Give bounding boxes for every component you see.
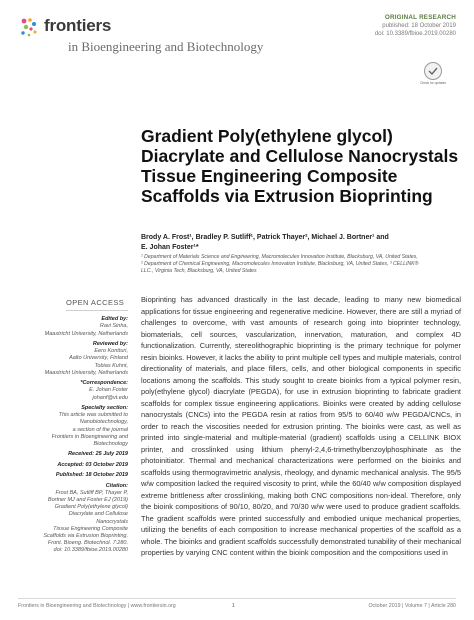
sidebar-heading: Specialty section: <box>81 404 128 411</box>
sidebar-value: Aalto University, Finland <box>69 355 128 362</box>
authors-line-2: E. Johan Foster¹* <box>141 244 199 251</box>
abstract-text: Bioprinting has advanced drastically in the last decade, leading to many new biomedical applications for tissue engineering and regenerative medicine. However, there are still a myriad of challenges to overcome, with vast amounts of research going into bioprinter technology, biomaterials, cell sources, vascularization, innervation, maturation, and complex 4D functionalization. Currently, stereolithographic bioprinting is the primary technique for polymer resin bioinks. However, it lacks the ability to print multiple cell types and multiple materials, control directionality of materials, and place fillers, cells, and other biological components in specific locations among the scaffolds. This study sought to create bioinks from a typical polymer resin, poly(ethylene glycol) diacrylate (PEGDA), for use in extrusion bioprinting to fabricate gradient scaffolds for complex tissue engineering applications. Bioinks were created by adding cellulose nanocrystals (CNCs) into the PEGDA resin at ratios from 95/5 to 60/40 w/w PEGDA/CNCs, in order to reach the viscosities needed for extrusion printing. The bioinks were cast, as well as printed into single-material and multiple-material (gradient) scaffolds using a CELLINK BIOX printer, and crosslinked using lithium phenyl-2,4,6-trimethylbenzoylphosphinate as the photoinitiator. Thermal and mechanical characterizations were performed on the bioinks and scaffolds using thermogravimetric analysis, rheology, and dynamic mechanical analysis. The 95/5 w/w composition lacked the required viscosity to print, while the 60/40 w/w composition displayed extreme brittleness after crosslinking, making both CNC compositions non-ideal. Therefore, only the bioink compositions of 90/10, 80/20, and 70/30 w/w were used to produce gradient scaffolds. The gradient scaffolds were printed successfully and embodied unique mechanical properties, utilizing the benefits of each composition to increase mechanical properties of the scaffold as a whole. The bioinks and gradient scaffolds successfully demonstrated tunability of their mechanical properties by varying CNC content within the bioink composition and the compositions used in <box>141 295 461 557</box>
sidebar-value: Gradient Poly(ethylene glycol) <box>54 504 128 511</box>
article-info-sidebar <box>40 313 128 555</box>
sidebar-value: E. Johan Foster <box>89 387 128 394</box>
article-type: ORIGINAL RESEARCH <box>384 14 456 21</box>
sidebar-heading: Reviewed by: <box>92 340 128 347</box>
sidebar-value: Frontiers in Bioengineering and <box>51 433 128 440</box>
footer-journal: Frontiers in Bioengineering and Biotechnology | www.frontiersin.org <box>18 603 176 609</box>
published-date: published: 18 October 2019 <box>382 23 456 29</box>
sidebar-heading: Citation: <box>105 482 128 489</box>
affiliation-2: ² Department of Chemical Engineering, Macromolecules Innovation Institute, Blacksburg, VA, United States, ³ CELLINK® <box>141 261 419 267</box>
brand-name: frontiers <box>44 16 112 35</box>
sidebar-value: Eero Kontturi, <box>94 348 128 355</box>
sidebar-heading: Received: 25 July 2019 <box>68 451 128 458</box>
authors-line-1: Brody A. Frost¹, Bradley P. Sutliff¹, Patrick Thayer², Michael J. Bortner¹ and <box>141 234 389 241</box>
sidebar-value: Diacrylate and Cellulose Nanocrystals <box>68 511 128 525</box>
article-meta <box>375 14 456 38</box>
sidebar-value: doi: 10.3389/fbioe.2019.00280 <box>53 547 128 554</box>
sidebar-value: Maastricht University, Netherlands <box>44 369 128 376</box>
sidebar-value[interactable]: johanf@vt.edu <box>92 394 128 401</box>
article-title: Gradient Poly(ethylene glycol) Diacrylate and Cellulose Nanocrystals Tissue Engineering Composite Scaffolds via Extrusion Bioprinting <box>141 126 459 206</box>
sidebar-value: a section of the journal <box>72 426 128 433</box>
doi-link[interactable]: doi: 10.3389/fbioe.2019.00280 <box>374 31 456 37</box>
author-list <box>141 233 461 253</box>
sidebar-value: Ravi Sinha, <box>99 323 128 330</box>
journal-name: in Bioengineering and Biotechnology <box>68 39 264 54</box>
journal-logo <box>18 14 264 54</box>
sidebar-heading: *Correspondence: <box>80 380 128 387</box>
sidebar-heading: Accepted: 03 October 2019 <box>57 461 128 468</box>
sidebar-value: Tobias Kuhnt, <box>94 362 128 369</box>
sidebar-heading: Edited by: <box>101 316 128 323</box>
affiliation-3: LLC., Virginia Tech, Blacksburg, VA, United States <box>141 268 257 274</box>
open-access-label: OPEN ACCESS <box>66 298 125 307</box>
sidebar-value: Maastricht University, Netherlands <box>44 330 128 337</box>
footer-citation: October 2019 | Volume 7 | Article 280 <box>368 603 456 609</box>
sidebar-value: Frost BA, Sutliff BP, Thayer P, <box>55 489 128 496</box>
sidebar-divider <box>66 310 128 311</box>
check-for-updates-icon[interactable] <box>420 60 446 86</box>
frontiers-logo-icon <box>18 16 40 38</box>
sidebar-value: Nanobiotechnology, <box>79 419 128 426</box>
affiliation-1: ¹ Department of Materials Science and Engineering, Macromolecules Innovation Institute, Blacksburg, VA, United States, <box>141 254 418 260</box>
sidebar-value: Biotechnology <box>93 441 128 447</box>
check-updates-label: Check for updates <box>420 81 446 85</box>
sidebar-value: Bortner MJ and Foster EJ (2019) <box>47 496 128 503</box>
affiliations <box>141 254 461 275</box>
sidebar-value: Tissue Engineering Composite <box>53 525 128 532</box>
page-number: 1 <box>232 603 235 609</box>
sidebar-value: This article was submitted to <box>58 412 128 419</box>
footer-divider <box>18 598 456 599</box>
sidebar-value: Scaffolds via Extrusion Bioprinting. <box>43 532 128 539</box>
sidebar-value: Front. Bioeng. Biotechnol. 7:280. <box>47 540 128 547</box>
sidebar-heading: Published: 18 October 2019 <box>55 472 128 479</box>
